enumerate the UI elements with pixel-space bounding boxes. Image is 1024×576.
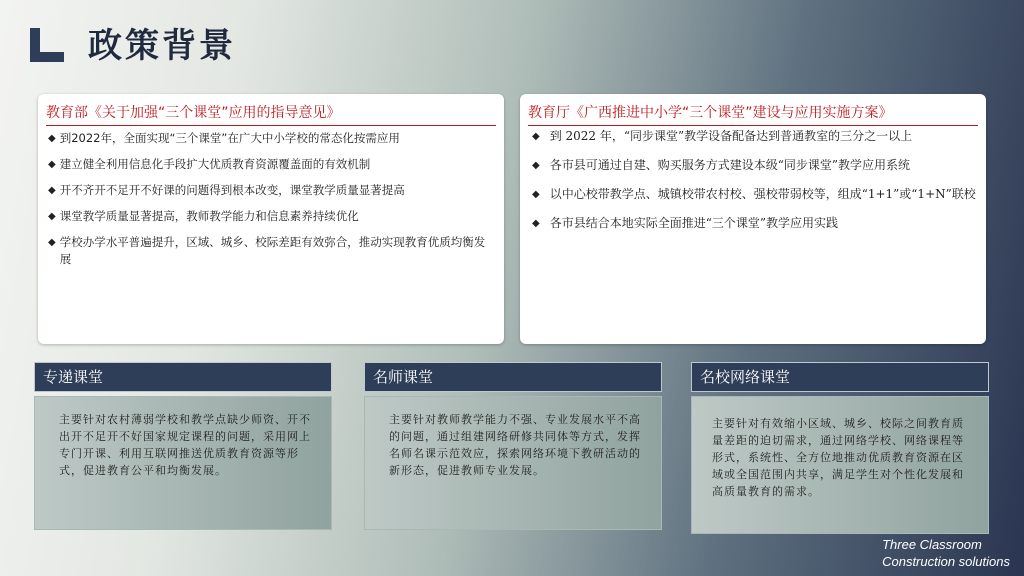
diamond-bullet-icon: ◆ — [48, 237, 56, 248]
footer-line-1: Three Classroom — [882, 537, 982, 552]
guangxi-policy-list — [532, 128, 976, 244]
list-item: ◆ 各市县可通过自建、购买服务方式建设本级“同步课堂”教学应用系统 — [532, 158, 910, 172]
diamond-bullet-icon: ◆ — [532, 218, 540, 229]
moe-policy-title: 教育部《关于加强“三个课堂”应用的指导意见》 — [46, 102, 496, 126]
diamond-bullet-icon: ◆ — [48, 211, 56, 222]
diamond-bullet-icon: ◆ — [48, 159, 56, 170]
specialized-classroom-title: 专递课堂 — [34, 362, 332, 392]
guangxi-policy-title: 教育厅《广西推进中小学“三个课堂”建设与应用实施方案》 — [528, 102, 978, 126]
logo-icon — [24, 22, 70, 68]
list-item: ◆ 到 2022 年，“同步课堂”教学设备配备达到普通教室的三分之一以上 — [532, 129, 913, 143]
specialized-classroom-text: 主要针对农村薄弱学校和教学点缺少师资、开不出开不足开不好国家规定课程的问题，采用网上专门开课、利用互联网推送优质教育资源等形式，促进教育公平和均衡发展。 — [34, 396, 332, 530]
guangxi-policy-card — [520, 94, 986, 344]
famous-school-network-classroom-title: 名校网络课堂 — [691, 362, 989, 392]
page-title: 政策背景 — [88, 26, 236, 66]
diamond-bullet-icon: ◆ — [48, 185, 56, 196]
diamond-bullet-icon: ◆ — [532, 131, 540, 142]
diamond-bullet-icon: ◆ — [532, 189, 540, 200]
famous-teacher-classroom-text: 主要针对教师教学能力不强、专业发展水平不高的问题，通过组建网络研修共同体等方式，发挥名师名课示范效应，探索网络环境下教研活动的新形态，促进教师专业发展。 — [364, 396, 662, 530]
list-item: ◆ 课堂教学质量显著提高，教师教学能力和信息素养持续优化 — [48, 209, 359, 223]
footer-line-2: Construction solutions — [882, 554, 1010, 569]
moe-policy-list — [48, 130, 494, 277]
famous-teacher-classroom-title: 名师课堂 — [364, 362, 662, 392]
specialized-classroom-box — [34, 362, 332, 530]
diamond-bullet-icon: ◆ — [532, 160, 540, 171]
list-item: ◆ 各市县结合本地实际全面推进“三个课堂”教学应用实践 — [532, 216, 838, 230]
list-item: ◆ 学校办学水平普遍提升，区域、城乡、校际差距有效弥合，推动实现教育优质均衡发展 — [48, 235, 486, 266]
list-item: ◆ 到2022年，全面实现“三个课堂”在广大中小学校的常态化按需应用 — [48, 131, 400, 145]
famous-teacher-classroom-box — [364, 362, 662, 530]
list-item: ◆ 建立健全利用信息化手段扩大优质教育资源覆盖面的有效机制 — [48, 157, 371, 171]
moe-policy-card — [38, 94, 504, 344]
diamond-bullet-icon: ◆ — [48, 133, 56, 144]
list-item: ◆ 以中心校带教学点、城镇校带农村校、强校带弱校等，组成“1+1”或“1+N”联校 — [532, 187, 976, 201]
footer-caption — [882, 536, 1010, 570]
famous-school-network-classroom-box — [691, 362, 989, 530]
list-item: ◆ 开不齐开不足开不好课的问题得到根本改变，课堂教学质量显著提高 — [48, 183, 405, 197]
famous-school-network-classroom-text: 主要针对有效缩小区域、城乡、校际之间教育质量差距的迫切需求，通过网络学校、网络课程等形式，系统性、全方位地推动优质教育资源在区域或全国范围内共享，满足学生对个性化发展和高质量教育的需求。 — [691, 396, 989, 534]
